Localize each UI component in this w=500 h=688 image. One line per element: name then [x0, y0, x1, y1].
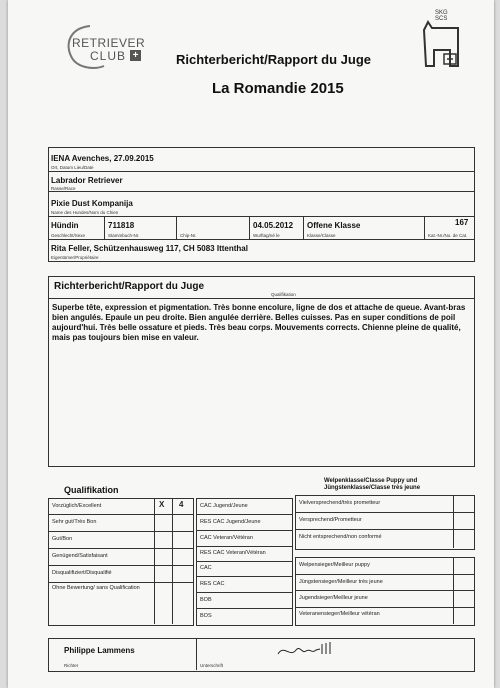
puppy-winner-row-label: Jugendsieger/Meilleur jeune: [299, 595, 368, 601]
owner-value: Rita Feller, Schützenhausweg 117, CH 5083 Ittenthal: [51, 244, 248, 253]
signature-label: Unterschrift: [200, 663, 224, 668]
dog-name-value: Pixie Dust Kompanija: [51, 199, 133, 208]
title-row-label: RES CAC Jugend/Jeune: [200, 519, 261, 525]
report-text: Superbe tête, expression et pigmentation. Très bonne encolure, ligne de dos et attache de queue. Avant-bras bien angulés. Epaule un peu droite. Bien angulée derrière. Belles cuisses. Pas en super conditions de poil aujourd'hui. Très belle ossature et pieds. Très beau corps. Mouvements corrects. Chienne pleine de qualité, mais pas toujours bien mise en valeur.: [52, 303, 466, 342]
studbook-label: Stammbuch-Nr.: [108, 233, 140, 238]
breed-value: Labrador Retriever: [51, 176, 123, 185]
judge-name-value: Philippe Lammens: [64, 646, 135, 655]
puppy-winner-row-label: Jüngstensieger/Meilleur très jeune: [299, 579, 383, 585]
skg-scs-logo: [418, 10, 466, 70]
title-row-label: BOB: [200, 597, 212, 603]
sex-value: Hündin: [51, 221, 79, 230]
puppy-winner-row-label: Welpensieger/Meilleur puppy: [299, 562, 370, 568]
puppy-class-heading: Welpenklasse/Classe Puppy und Jüngstenklasse/Classe très jeune: [324, 478, 421, 491]
puppy-row-label: Vielversprechend/très prometteur: [299, 500, 381, 506]
puppy-winner-row-label: Veteranensieger/Meilleur vétéran: [299, 611, 380, 617]
owner-label: Eigentümer/Propriétaire: [51, 255, 99, 260]
qualification-row-mark: X: [159, 500, 165, 509]
place-date-value: IENA Avenches, 27.09.2015: [51, 154, 154, 163]
qualification-row-label: Disqualifiziert/Disqualifié: [52, 570, 112, 576]
qualification-row-label: Sehr gut/Très Bon: [52, 519, 97, 525]
chip-label: Chip-Nr.: [180, 233, 197, 238]
report-title: Richterbericht/Rapport du Juge: [54, 281, 205, 292]
title-row-label: CAC Jugend/Jeune: [200, 503, 248, 509]
breed-label: Rasse/Race: [51, 186, 76, 191]
class-label: Klasse/Classe: [307, 233, 336, 238]
place-date-label: Ort, Datum Lieu/Date: [51, 165, 94, 170]
puppy-row-label: Nicht entsprechend/non conformé: [299, 534, 382, 540]
qualification-title: Qualifikation: [64, 485, 119, 495]
qualification-row-label: Vorzüglich/Excellent: [52, 503, 102, 509]
title-row-label: RES CAC: [200, 581, 225, 587]
page-title: Richterbericht/Rapport du Juge: [176, 52, 372, 67]
logo-plus-badge: +: [130, 50, 141, 61]
qualification-row-label: Gut/Bon: [52, 536, 73, 542]
titles-table: [196, 498, 293, 626]
report-qualification-label: Qualifikation: [271, 292, 296, 297]
logo-line-1: RETRIEVER: [72, 36, 146, 50]
birth-date-label: Wurftag/né le: [253, 233, 280, 238]
qualification-row-label: Ohne Bewertung/ sans Qualification: [52, 585, 140, 591]
judge-box: [48, 638, 475, 672]
document-page: [8, 0, 494, 688]
sex-label: Geschlecht/Sexe: [51, 233, 86, 238]
puppy-row-label: Versprechend/Prometteur: [299, 517, 362, 523]
title-row-label: CAC Veteran/Vétéran: [200, 535, 253, 541]
title-row-label: RES CAC Veteran/Vétéran: [200, 550, 266, 556]
title-row-label: CAC: [200, 565, 212, 571]
retriever-club-logo: [60, 22, 150, 72]
event-title: La Romandie 2015: [212, 80, 344, 97]
qualification-row-rank: 4: [179, 500, 184, 509]
catalog-number-label: Kat.-Nr./No. de Cat.: [428, 233, 468, 238]
birth-date-value: 04.05.2012: [253, 221, 294, 230]
judge-label: Richter: [64, 663, 79, 668]
catalog-number-value: 167: [455, 218, 469, 227]
logo-line-2: CLUB: [90, 49, 127, 63]
title-row-label: BOS: [200, 613, 212, 619]
class-value: Offene Klasse: [307, 221, 361, 230]
judge-signature: [276, 640, 336, 660]
dog-name-label: Name des Hundes/Nom du Chien: [51, 210, 119, 215]
qualification-row-label: Genügend/Satisfaisant: [52, 553, 108, 559]
studbook-value: 711818: [108, 221, 135, 230]
skg-scs-text: SKG SCS: [435, 10, 448, 22]
